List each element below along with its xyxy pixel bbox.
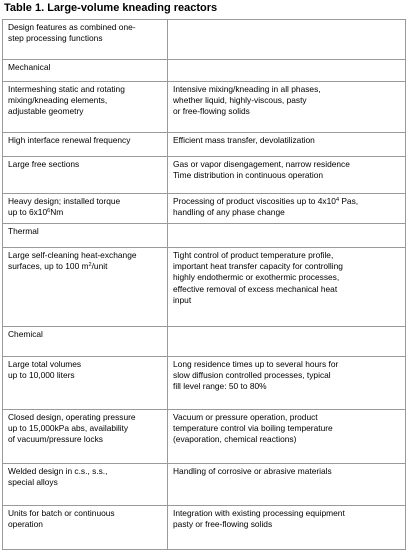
- table-row: [3, 82, 406, 133]
- feature-cell: [3, 327, 168, 357]
- table-title: Table 1. Large-volume kneading reactors: [4, 2, 218, 14]
- table-row: [3, 248, 406, 327]
- feature-cell: [3, 194, 168, 224]
- table-row: [3, 357, 406, 410]
- function-cell: [168, 157, 406, 194]
- cell-text-line: effective removal of excess mechanical heat: [173, 283, 338, 294]
- cell-text-line: Units for batch or continuous: [8, 508, 115, 518]
- cell-text-line: Large free sections: [8, 159, 80, 169]
- cell-text-line: Closed design, operating pressure: [8, 412, 136, 422]
- function-cell: [168, 357, 406, 410]
- feature-cell: [3, 20, 168, 60]
- table-row: [3, 327, 406, 357]
- cell-text-line: highly endothermic or exothermic processes,: [173, 272, 340, 283]
- cell-text-line: (evaporation, chemical reactions): [173, 434, 297, 445]
- cell-text-line: slow diffusion controlled processes, typical: [173, 370, 331, 381]
- cell-text-line: surfaces, up to 100 $m^2$/unit: [8, 261, 108, 272]
- cell-text-line: up to 10,000 liters: [8, 370, 75, 381]
- function-cell: [168, 20, 406, 60]
- cell-text-line: whether liquid, highly-viscous, pasty: [173, 95, 307, 106]
- cell-text-line: adjustable geometry: [8, 106, 84, 117]
- feature-cell: [3, 357, 168, 410]
- cell-text-line: Intermeshing static and rotating: [8, 84, 125, 94]
- reactor-features-table: [2, 19, 406, 550]
- cell-text-line: handling of any phase change: [173, 207, 285, 218]
- cell-text-line: pasty or free-flowing solids: [173, 519, 273, 530]
- feature-cell: [3, 464, 168, 506]
- cell-text-line: up to $6x10^6Nm$: [8, 207, 64, 218]
- cell-text-line: Heavy design; installed torque: [8, 196, 121, 206]
- function-cell: [168, 464, 406, 506]
- cell-text-line: or free-flowing solids: [173, 106, 250, 117]
- cell-text-line: Handling of corrosive or abrasive materials: [173, 466, 332, 476]
- table-row: [3, 194, 406, 224]
- feature-cell: [3, 60, 168, 82]
- cell-text-line: Large total volumes: [8, 359, 82, 369]
- cell-text-line: Intensive mixing/kneading in all phases,: [173, 84, 321, 94]
- cell-text-line: mixing/kneading elements,: [8, 95, 108, 106]
- feature-cell: [3, 224, 168, 248]
- function-cell: [168, 60, 406, 82]
- cell-text-line: Tight control of product temperature profile,: [173, 250, 334, 260]
- table-row: [3, 224, 406, 248]
- cell-text-line: step processing functions: [8, 33, 103, 44]
- cell-text-line: up to 15,000kPa abs, availability: [8, 423, 129, 434]
- cell-text-line: temperature control via boiling temperature: [173, 423, 333, 434]
- cell-text-line: Vacuum or pressure operation, product: [173, 412, 318, 422]
- table-body: [3, 20, 406, 550]
- table-row: [3, 410, 406, 464]
- cell-text-line: Efficient mass transfer, devolatilization: [173, 135, 315, 145]
- function-cell: [168, 248, 406, 327]
- table-row: [3, 464, 406, 506]
- function-cell: [168, 194, 406, 224]
- table-row: [3, 506, 406, 550]
- cell-text-line: High interface renewal frequency: [8, 135, 131, 145]
- feature-cell: [3, 157, 168, 194]
- cell-text-line: important heat transfer capacity for controlling: [173, 261, 343, 272]
- cell-text-line: Long residence times up to several hours for: [173, 359, 339, 369]
- cell-text-line: Mechanical: [8, 62, 51, 72]
- cell-text-line: Thermal: [8, 226, 39, 236]
- function-cell: [168, 82, 406, 133]
- cell-text-line: Processing of product viscosities up to $4x10^4$ Pas,: [173, 196, 359, 206]
- feature-cell: [3, 82, 168, 133]
- feature-cell: [3, 410, 168, 464]
- cell-text-line: Gas or vapor disengagement, narrow residence: [173, 159, 350, 169]
- feature-cell: [3, 506, 168, 550]
- function-cell: [168, 506, 406, 550]
- cell-text-line: Design features as combined one-: [8, 22, 136, 32]
- function-cell: [168, 327, 406, 357]
- table-row: [3, 157, 406, 194]
- cell-text-line: input: [173, 294, 192, 305]
- cell-text-line: Large self-cleaning heat-exchange: [8, 250, 137, 260]
- table-row: [3, 133, 406, 157]
- function-cell: [168, 410, 406, 464]
- cell-text-line: Chemical: [8, 329, 43, 339]
- function-cell: [168, 224, 406, 248]
- feature-cell: [3, 133, 168, 157]
- cell-text-line: Integration with existing processing equipment: [173, 508, 345, 518]
- table-row: [3, 20, 406, 60]
- cell-text-line: Welded design in c.s., s.s.,: [8, 466, 108, 476]
- function-cell: [168, 133, 406, 157]
- cell-text-line: Time distribution in continuous operation: [173, 170, 324, 181]
- feature-cell: [3, 248, 168, 327]
- table-row: [3, 60, 406, 82]
- cell-text-line: special alloys: [8, 477, 58, 488]
- cell-text-line: of vacuum/pressure locks: [8, 434, 103, 445]
- cell-text-line: fill level range: 50 to 80%: [173, 381, 267, 392]
- cell-text-line: operation: [8, 519, 43, 530]
